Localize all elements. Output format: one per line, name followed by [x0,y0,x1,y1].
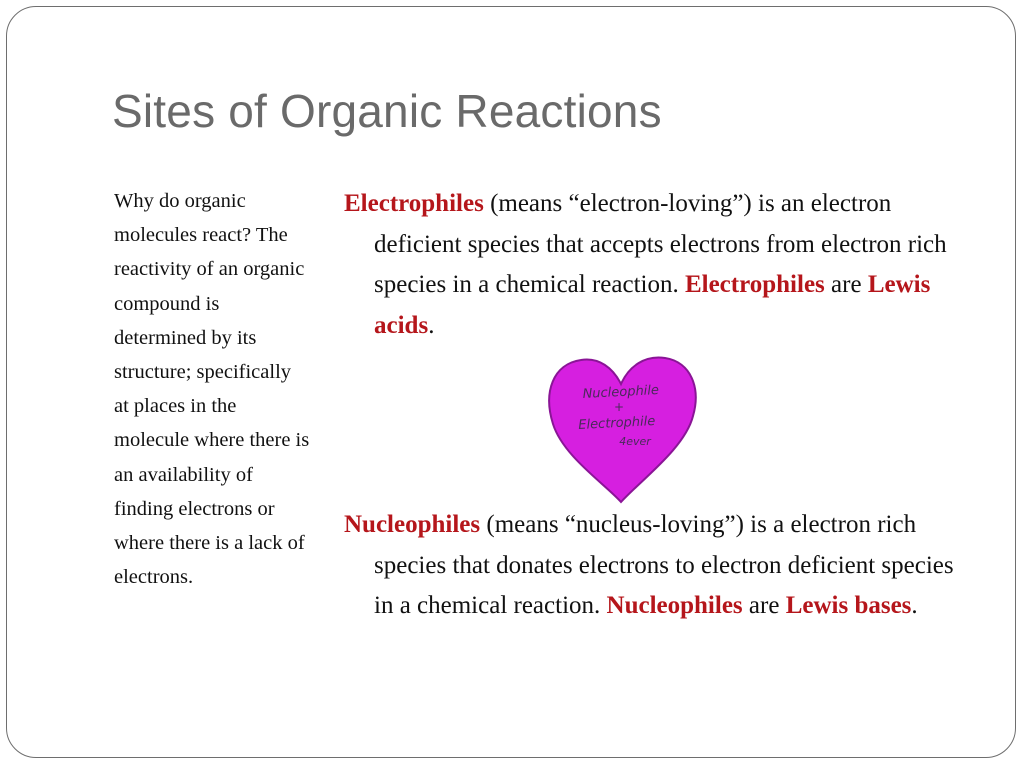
heart-line-3: Electrophile [577,413,656,434]
electrophiles-definition: (means “electron-loving”) is an electron deficient species that accepts electrons from electron rich species in a chemical reaction. [374,190,947,299]
heart-line-4: 4ever [619,435,651,448]
lewis-acids-term: Lewis acids [374,271,931,340]
nucleophiles-term-repeat: Nucleophiles [606,592,743,620]
heart-line-2: + [613,400,625,414]
electrophiles-term-repeat: Electrophiles [684,271,825,299]
nucleophiles-term: Nucleophiles [344,511,481,538]
heart-line-1: Nucleophile [582,383,660,402]
electrophiles-period: . [428,312,435,340]
heart-icon [541,352,701,508]
slide-title: Sites of Organic Reactions [112,85,662,137]
electrophiles-paragraph [344,184,964,347]
heart-image [541,352,701,508]
nucleophiles-are: are [742,592,786,620]
intro-text: Why do organic molecules react? The reactivity of an organic compound is determined by its structure; specifically at places in the molecule where there is an availability of finding electrons or where there is a lack of electrons. [114,190,310,589]
nucleophiles-definition: (means “nucleus-loving”) is a electron rich species that donates electrons to electron deficient species in a chemical reaction. [374,511,954,620]
nucleophiles-paragraph [344,505,964,627]
electrophiles-term: Electrophiles [344,190,484,217]
lewis-bases-term: Lewis bases [785,592,912,620]
nucleophiles-period: . [911,592,918,620]
electrophiles-are: are [824,271,868,299]
